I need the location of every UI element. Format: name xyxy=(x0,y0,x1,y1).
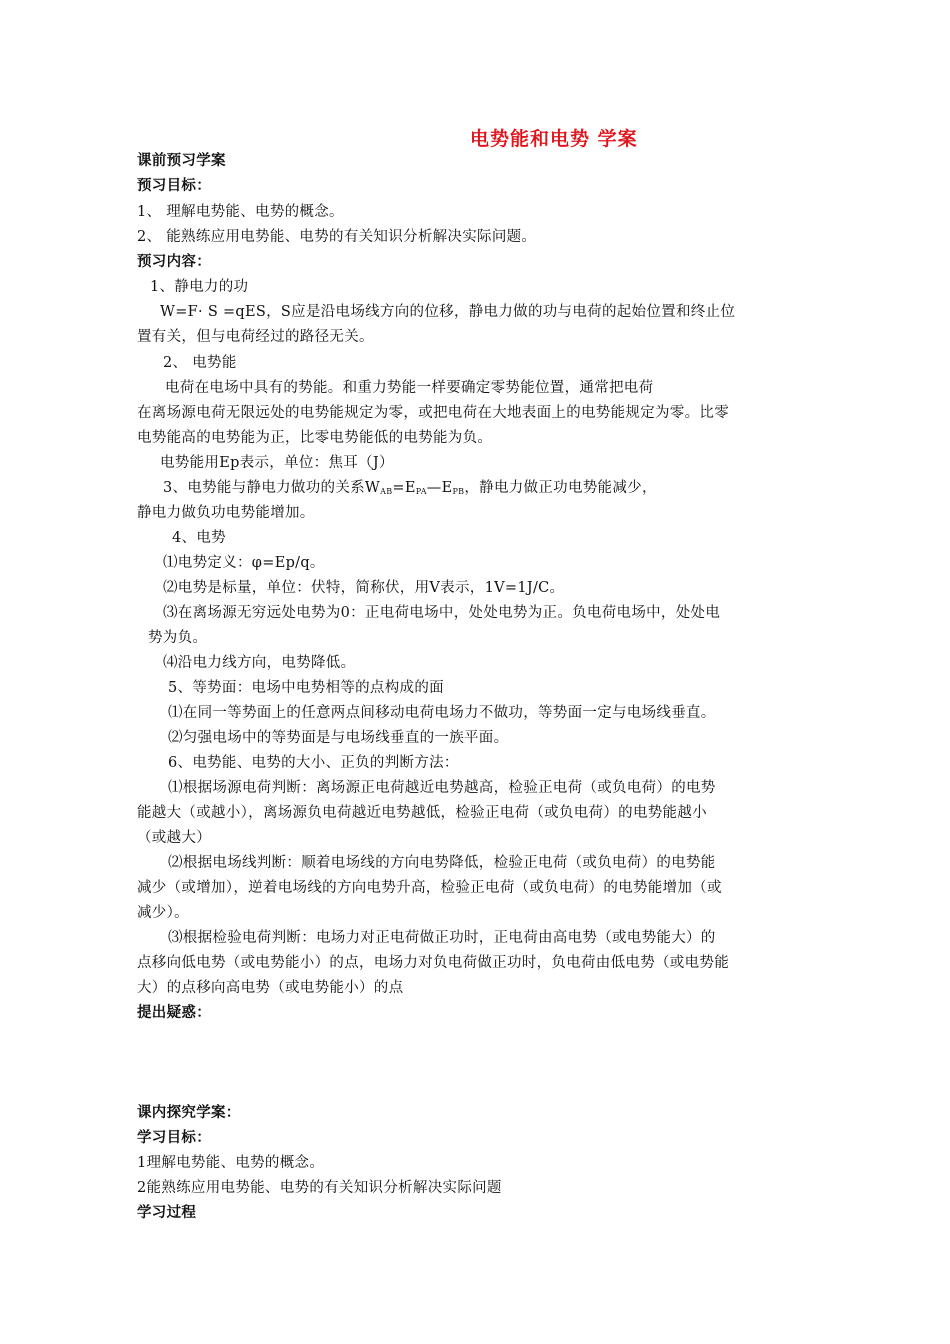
section-6-point-1-line-1: ⑴根据场源电荷判断：离场源正电荷越近电势越高，检验正电荷（或负电荷）的电势 xyxy=(168,780,716,796)
section-4-point-3-line-2: 势为负。 xyxy=(148,630,208,646)
section-3-text-d: ，静电力做正功电势能减少， xyxy=(464,480,657,496)
section-6-point-3-line-3: 大）的点移向高电势（或电势能小）的点 xyxy=(137,980,404,996)
section-2-line-4: 电势能用Ep表示，单位：焦耳（J） xyxy=(160,455,394,471)
doubts-label: 提出疑惑： xyxy=(137,1005,211,1021)
section-5-point-2: ⑵匀强电场中的等势面是与电场线垂直的一族平面。 xyxy=(168,730,509,746)
section-4-point-2: ⑵电势是标量，单位：伏特，简称伏，用V表示，1V=1J/C。 xyxy=(163,580,565,596)
section-1-line-2: 置有关，但与电荷经过的路径无关。 xyxy=(137,329,374,345)
section-3-line-1 xyxy=(163,479,657,501)
in-class-goals-label: 学习目标： xyxy=(137,1130,211,1146)
section-5-heading: 5、等势面：电场中电势相等的点构成的面 xyxy=(168,680,444,696)
pre-goal-2: 2、 能熟练应用电势能、电势的有关知识分析解决实际问题。 xyxy=(137,229,537,245)
in-class-goal-1: 1理解电势能、电势的概念。 xyxy=(137,1155,325,1171)
in-class-heading: 课内探究学案： xyxy=(137,1105,241,1121)
section-3-text-c: —E xyxy=(426,480,453,496)
section-3-sub-pa: PA xyxy=(415,487,427,496)
section-3-sub-pb: PB xyxy=(452,487,465,496)
section-6-heading: 6、电势能、电势的大小、正负的判断方法： xyxy=(168,755,459,771)
section-4-point-3-line-1: ⑶在离场源无穷远处电势为0：正电荷电场中，处处电势为正。负电荷电场中，处处电 xyxy=(163,605,721,621)
pre-content-label: 预习内容： xyxy=(137,254,211,270)
section-4-point-4: ⑷沿电力线方向，电势降低。 xyxy=(163,655,356,671)
section-3-text-a: 3、电势能与静电力做功的关系W xyxy=(163,480,381,496)
section-5-point-1: ⑴在同一等势面上的任意两点间移动电荷电场力不做功，等势面一定与电场线垂直。 xyxy=(168,705,716,721)
section-6-point-2-line-1: ⑵根据电场线判断：顺着电场线的方向电势降低，检验正电荷（或负电荷）的电势能 xyxy=(168,855,716,871)
section-6-point-2-line-3: 减少）。 xyxy=(137,905,189,921)
section-1-heading: 1、静电力的功 xyxy=(150,279,249,295)
section-2-heading: 2、 电势能 xyxy=(163,355,237,371)
section-6-point-1-line-2: 能越大（或越小），离场源负电荷越近电势越低，检验正电荷（或负电荷）的电势能越小 xyxy=(137,805,707,821)
pre-goals-label: 预习目标： xyxy=(137,178,211,194)
section-3-sub-ab: AB xyxy=(380,487,393,496)
pre-goal-1: 1、 理解电势能、电势的概念。 xyxy=(137,204,344,220)
section-1-line-1: W=F· S =qES，S应是沿电场线方向的位移，静电力做的功与电荷的起始位置和终止位 xyxy=(160,304,736,320)
section-6-point-2-line-2: 减少（或增加），逆着电场线的方向电势升高，检验正电荷（或负电荷）的电势能增加（或 xyxy=(137,880,722,896)
section-4-heading: 4、电势 xyxy=(172,530,226,546)
section-2-line-3: 电势能高的电势能为正，比零电势能低的电势能为负。 xyxy=(137,430,493,446)
section-4-point-1: ⑴电势定义：φ=Ep/q。 xyxy=(163,555,325,571)
section-2-line-2: 在离场源电荷无限远处的电势能规定为零，或把电荷在大地表面上的电势能规定为零。比零 xyxy=(137,405,729,421)
in-class-goal-2: 2能熟练应用电势能、电势的有关知识分析解决实际问题 xyxy=(137,1180,502,1196)
section-3-line-2: 静电力做负功电势能增加。 xyxy=(137,505,315,521)
section-3-text-b: =E xyxy=(392,480,416,496)
section-6-point-1-line-3: （或越大） xyxy=(137,830,211,846)
section-6-point-3-line-1: ⑶根据检验电荷判断：电场力对正电荷做正功时，正电荷由高电势（或电势能大）的 xyxy=(168,930,716,946)
pre-class-heading: 课前预习学案 xyxy=(137,153,226,169)
section-6-point-3-line-2: 点移向低电势（或电势能小）的点，电场力对负电荷做正功时，负电荷由低电势（或电势能 xyxy=(137,955,729,971)
learning-process-label: 学习过程 xyxy=(137,1205,197,1221)
section-2-line-1: 电荷在电场中具有的势能。和重力势能一样要确定零势能位置，通常把电荷 xyxy=(165,380,654,396)
document-title: 电势能和电势 学案 xyxy=(470,128,638,150)
